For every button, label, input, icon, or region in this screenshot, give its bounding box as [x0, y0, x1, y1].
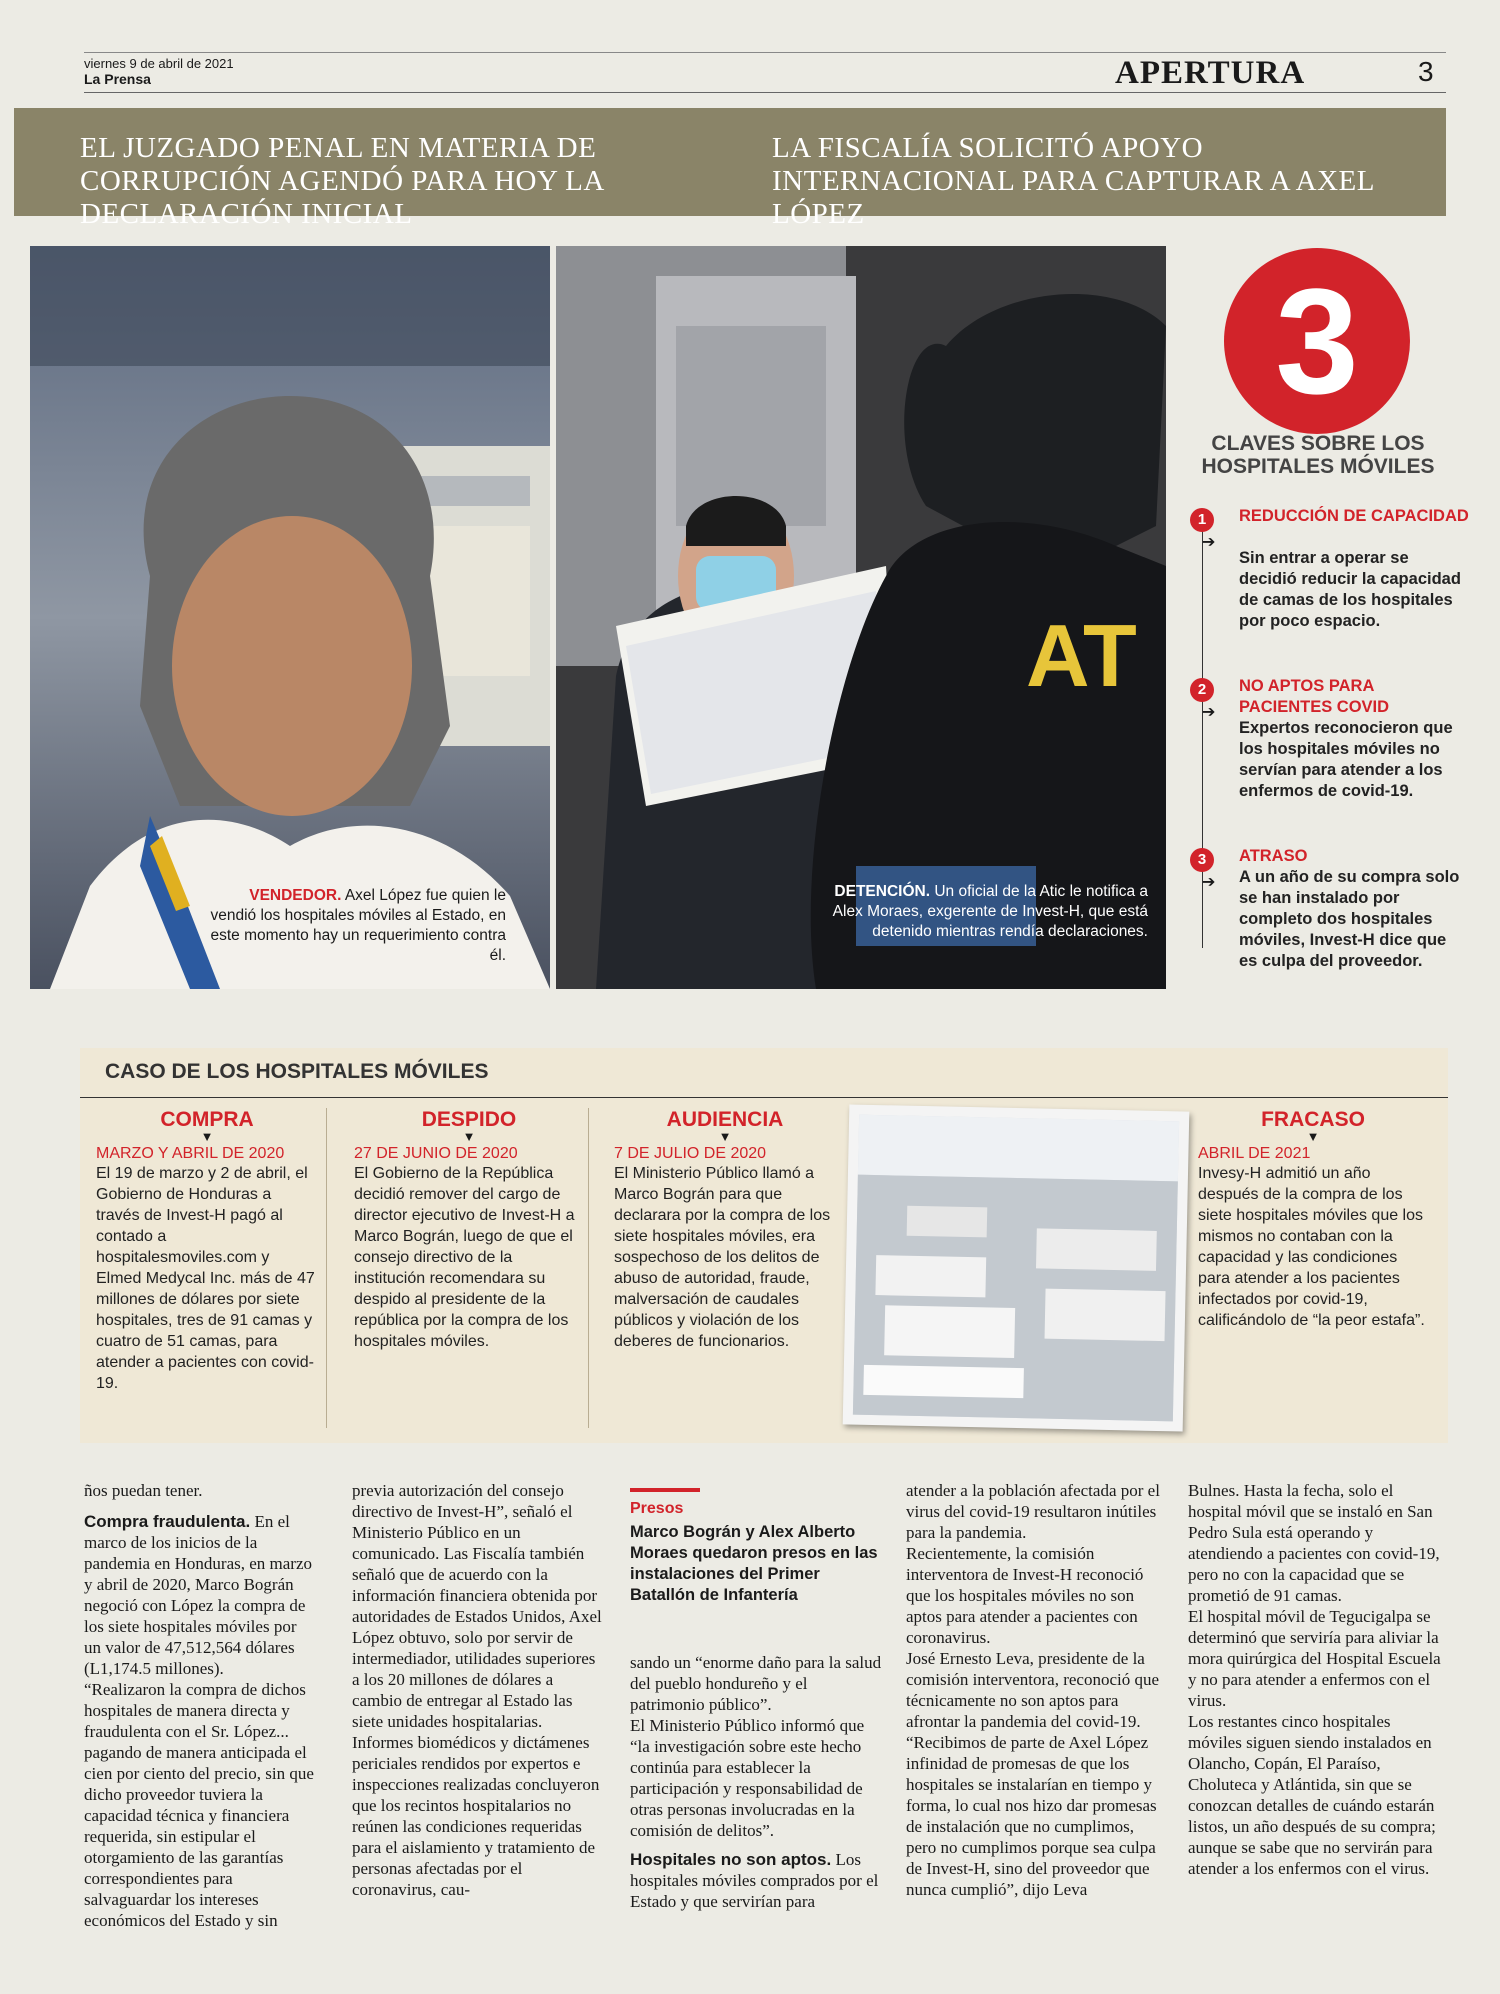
timeline-item-despido: [354, 1108, 584, 1352]
callout-rule: [630, 1488, 700, 1492]
banner-headline-left: EL JUZGADO PENAL EN MATERIA DE CORRUPCIÓN AGENDÓ PARA HOY LA DECLARACIÓN INICIAL: [80, 132, 604, 230]
arrow-right-icon: ➔: [1202, 704, 1216, 721]
timeline-date: 7 DE JULIO DE 2020: [614, 1145, 767, 1162]
claves-title: CLAVES SOBRE LOS HOSPITALES MÓVILES: [1201, 432, 1435, 478]
timeline-title: CASO DE LOS HOSPITALES MÓVILES: [105, 1060, 489, 1083]
callout-kicker: Presos: [630, 1500, 684, 1517]
paragraph: atender a la población afectada por el virus del covid-19 resultaron inútiles para la pandemia.: [906, 1481, 1160, 1542]
timeline-text: El Ministerio Público llamó a Marco Bográn para que declarara por la compra de los siete hospitales móviles, era sospechoso de los delitos de abuso de autoridad, fraude, malversación de caudales públicos y violación de los deberes de funcionarios.: [614, 1165, 831, 1350]
arrow-down-icon: ▼: [462, 1129, 476, 1144]
photo-axel-lopez: [30, 246, 550, 989]
header-bottom-rule: [84, 92, 1446, 93]
photo1-caption: [206, 886, 506, 966]
portrait-illustration: [30, 246, 550, 989]
section-title: APERTURA: [1115, 55, 1306, 91]
paragraph-text: En el marco de los inicios de la pandemia en Honduras, en marzo y abril de 2020, Marco Bográn negoció con López la compra de los siete hospitales móviles por un valor de 47,512,564 dólares (L1,174.5 millones).: [84, 1512, 312, 1678]
paragraph: [84, 1511, 316, 1679]
timeline-heading: FRACASO: [1261, 1108, 1365, 1131]
hospital-beds-illustration: [843, 1104, 1190, 1431]
header-top-rule: [84, 52, 1446, 53]
claves-number-badge: 3: [1224, 248, 1410, 434]
timeline-divider: [588, 1108, 589, 1428]
timeline-rule: [80, 1097, 1448, 1098]
clave-text: Sin entrar a operar se decidió reducir la capacidad de camas de los hospitales por poco espacio.: [1239, 549, 1461, 630]
photo-detention: [556, 246, 1166, 989]
arrow-right-icon: ➔: [1202, 534, 1216, 551]
timeline-heading: DESPIDO: [421, 1108, 517, 1131]
article-column-5: [1188, 1480, 1444, 1879]
publication-name: La Prensa: [84, 71, 151, 87]
subhead: Hospitales no son aptos.: [630, 1850, 832, 1869]
timeline-text: Invesy-H admitió un año después de la compra de los siete hospitales móviles que los mismos no contaban con la capacidad y las condiciones para atender a los pacientes infectados por covid-19, calificándolo de “la peor estafa”.: [1198, 1165, 1425, 1329]
photo1-caption-text: Axel López fue quien le vendió los hospitales móviles al Estado, en este momento hay un requerimiento contra él.: [210, 887, 506, 964]
timeline-heading: AUDIENCIA: [666, 1108, 784, 1131]
hospital-interior-photo: [843, 1104, 1190, 1431]
article-column-1: [84, 1480, 316, 1931]
detention-illustration: [556, 246, 1166, 989]
paragraph: Recientemente, la comisión interventora de Invest-H reconoció que los hospitales móviles no son aptos para atender a pacientes con coronavirus.: [906, 1544, 1144, 1647]
clave-number: 2: [1190, 678, 1214, 702]
paragraph-text: Los hospitales móviles comprados por el Estado y que servirían para: [630, 1850, 879, 1911]
clave-text: A un año de su compra solo se han instalado por completo dos hospitales móviles, Invest-H dice que es culpa del proveedor.: [1239, 868, 1460, 970]
paragraph: [630, 1849, 884, 1912]
callout-headline: Marco Bográn y Alex Alberto Moraes quedaron presos en las instalaciones del Primer Batallón de Infantería: [630, 1523, 878, 1604]
clave-number: 3: [1190, 848, 1214, 872]
presos-callout: [630, 1488, 880, 1606]
timeline-date: MARZO Y ABRIL DE 2020: [96, 1145, 285, 1162]
photo2-caption: [828, 882, 1148, 942]
paragraph: José Ernesto Leva, presidente de la comisión interventora, reconoció que técnicamente no son aptos para afrontar la pandemia del covid-19.: [906, 1649, 1160, 1731]
clave-number: 1: [1190, 508, 1214, 532]
article-column-3: [630, 1652, 884, 1912]
paragraph: sando un “enorme daño para la salud del pueblo hondureño y el patrimonio público”.: [630, 1653, 882, 1714]
photo1-caption-label: VENDEDOR.: [249, 887, 342, 904]
clave-title: NO APTOS PARA PACIENTES COVID: [1239, 677, 1390, 716]
timeline-date: ABRIL DE 2021: [1198, 1145, 1311, 1162]
timeline-divider: [326, 1108, 327, 1428]
timeline-item-audiencia: [614, 1108, 836, 1352]
photo2-caption-label: DETENCIÓN.: [834, 883, 931, 900]
arrow-down-icon: ▼: [718, 1129, 732, 1144]
article-column-4: [906, 1480, 1162, 1900]
timeline-item-fracaso: [1198, 1108, 1428, 1331]
arrow-down-icon: ▼: [1306, 1129, 1320, 1144]
issue-date: viernes 9 de abril de 2021: [84, 56, 234, 71]
arrow-right-icon: ➔: [1202, 874, 1216, 891]
page-number: 3: [1418, 56, 1434, 87]
atic-vest-text: AT: [1026, 606, 1137, 705]
arrow-down-icon: ▼: [200, 1129, 214, 1144]
paragraph: “Recibimos de parte de Axel López infinidad de promesas de que los hospitales se instalarían en tiempo y forma, lo cual nos hizo dar promesas de instalación que no cumplimos, pero no cumplimos porque sea culpa de Invest-H, sino del proveedor que nunca cumplió”, dijo Leva: [906, 1733, 1157, 1899]
headline-banner: [14, 108, 1446, 230]
paragraph: previa autorización del consejo directivo de Invest-H”, señaló el Ministerio Público en un comunicado. Las Fiscalía también señaló que de acuerdo con la información financiera obtenida por autoridades de Estados Unidos, Axel López obtuvo, solo por servir de intermediador, utilidades superiores a los 20 millones de dólares a cambio de entregar al Estado las siete unidades hospitalarias.: [352, 1481, 602, 1731]
timeline-text: El Gobierno de la República decidió remover del cargo de director ejecutivo de Invest-H a Marco Bográn, luego de que el consejo directivo de la institución recomendara su despido al presidente de la república por la compra de los hospitales móviles.: [354, 1165, 575, 1350]
clave-title: ATRASO: [1239, 847, 1308, 865]
timeline-date: 27 DE JUNIO DE 2020: [354, 1145, 518, 1162]
photo2-caption-text: Un oficial de la Atic le notifica a Alex Moraes, exgerente de Invest-H, que está detenido mientras rendía declaraciones.: [832, 883, 1148, 940]
article-column-2: [352, 1480, 606, 1900]
paragraph: Los restantes cinco hospitales móviles siguen siendo instalados en Olancho, Copán, El Paraíso, Choluteca y Atlántida, sin que se conozcan detalles de cuándo estarán listos, un año después de su compra; aunque se sabe que no servirán para atender a los enfermos con el virus.: [1188, 1712, 1436, 1878]
paragraph: Informes biomédicos y dictámenes periciales rendidos por expertos e inspecciones realizadas concluyeron que los recintos hospitalarios no reúnen las condiciones requeridas para el aislamiento y tratamiento de personas afectadas por el coronavirus, cau-: [352, 1733, 600, 1899]
paragraph: ños puedan tener.: [84, 1481, 203, 1500]
banner-headline-right: LA FISCALÍA SOLICITÓ APOYO INTERNACIONAL PARA CAPTURAR A AXEL LÓPEZ: [772, 132, 1374, 230]
paragraph: El Ministerio Público informó que “la investigación sobre este hecho continúa para establecer la participación y responsabilidad de otras personas involucradas en la comisión de delitos”.: [630, 1716, 865, 1840]
clave-text: Expertos reconocieron que los hospitales móviles no servían para atender a los enfermos de covid-19.: [1239, 719, 1453, 800]
timeline-heading: COMPRA: [160, 1108, 254, 1131]
subhead: Compra fraudulenta.: [84, 1512, 251, 1531]
paragraph: El hospital móvil de Tegucigalpa se determinó que serviría para aliviar la mora quirúrgica del Hospital Escuela y no para atender a enfermos con el virus.: [1188, 1607, 1441, 1710]
paragraph: Bulnes. Hasta la fecha, solo el hospital móvil que se instaló en San Pedro Sula está operando y atendiendo a pacientes con covid-19, pero no con la capacidad que se prometió de 91 camas.: [1188, 1481, 1440, 1605]
paragraph: “Realizaron la compra de dichos hospitales de manera directa y fraudulenta con el Sr. López... pagando de manera anticipada el cien por ciento del precio, sin que dicho proveedor tuviera la capacidad técnica y financiera requerida, sin estipular el otorgamiento de las garantías correspondientes para salvaguardar los intereses económicos del Estado y sin: [84, 1680, 314, 1930]
clave-title: REDUCCIÓN DE CAPACIDAD: [1239, 507, 1469, 525]
timeline-item-compra: [96, 1108, 318, 1394]
timeline-text: El 19 de marzo y 2 de abril, el Gobierno de Honduras a través de Invest-H pagó al contado a hospitalesmoviles.com y Elmed Medycal Inc. más de 47 millones de dólares por siete hospitales, tres de 91 camas y cuatro de 51 camas, para atender a pacientes con covid-19.: [96, 1165, 315, 1392]
